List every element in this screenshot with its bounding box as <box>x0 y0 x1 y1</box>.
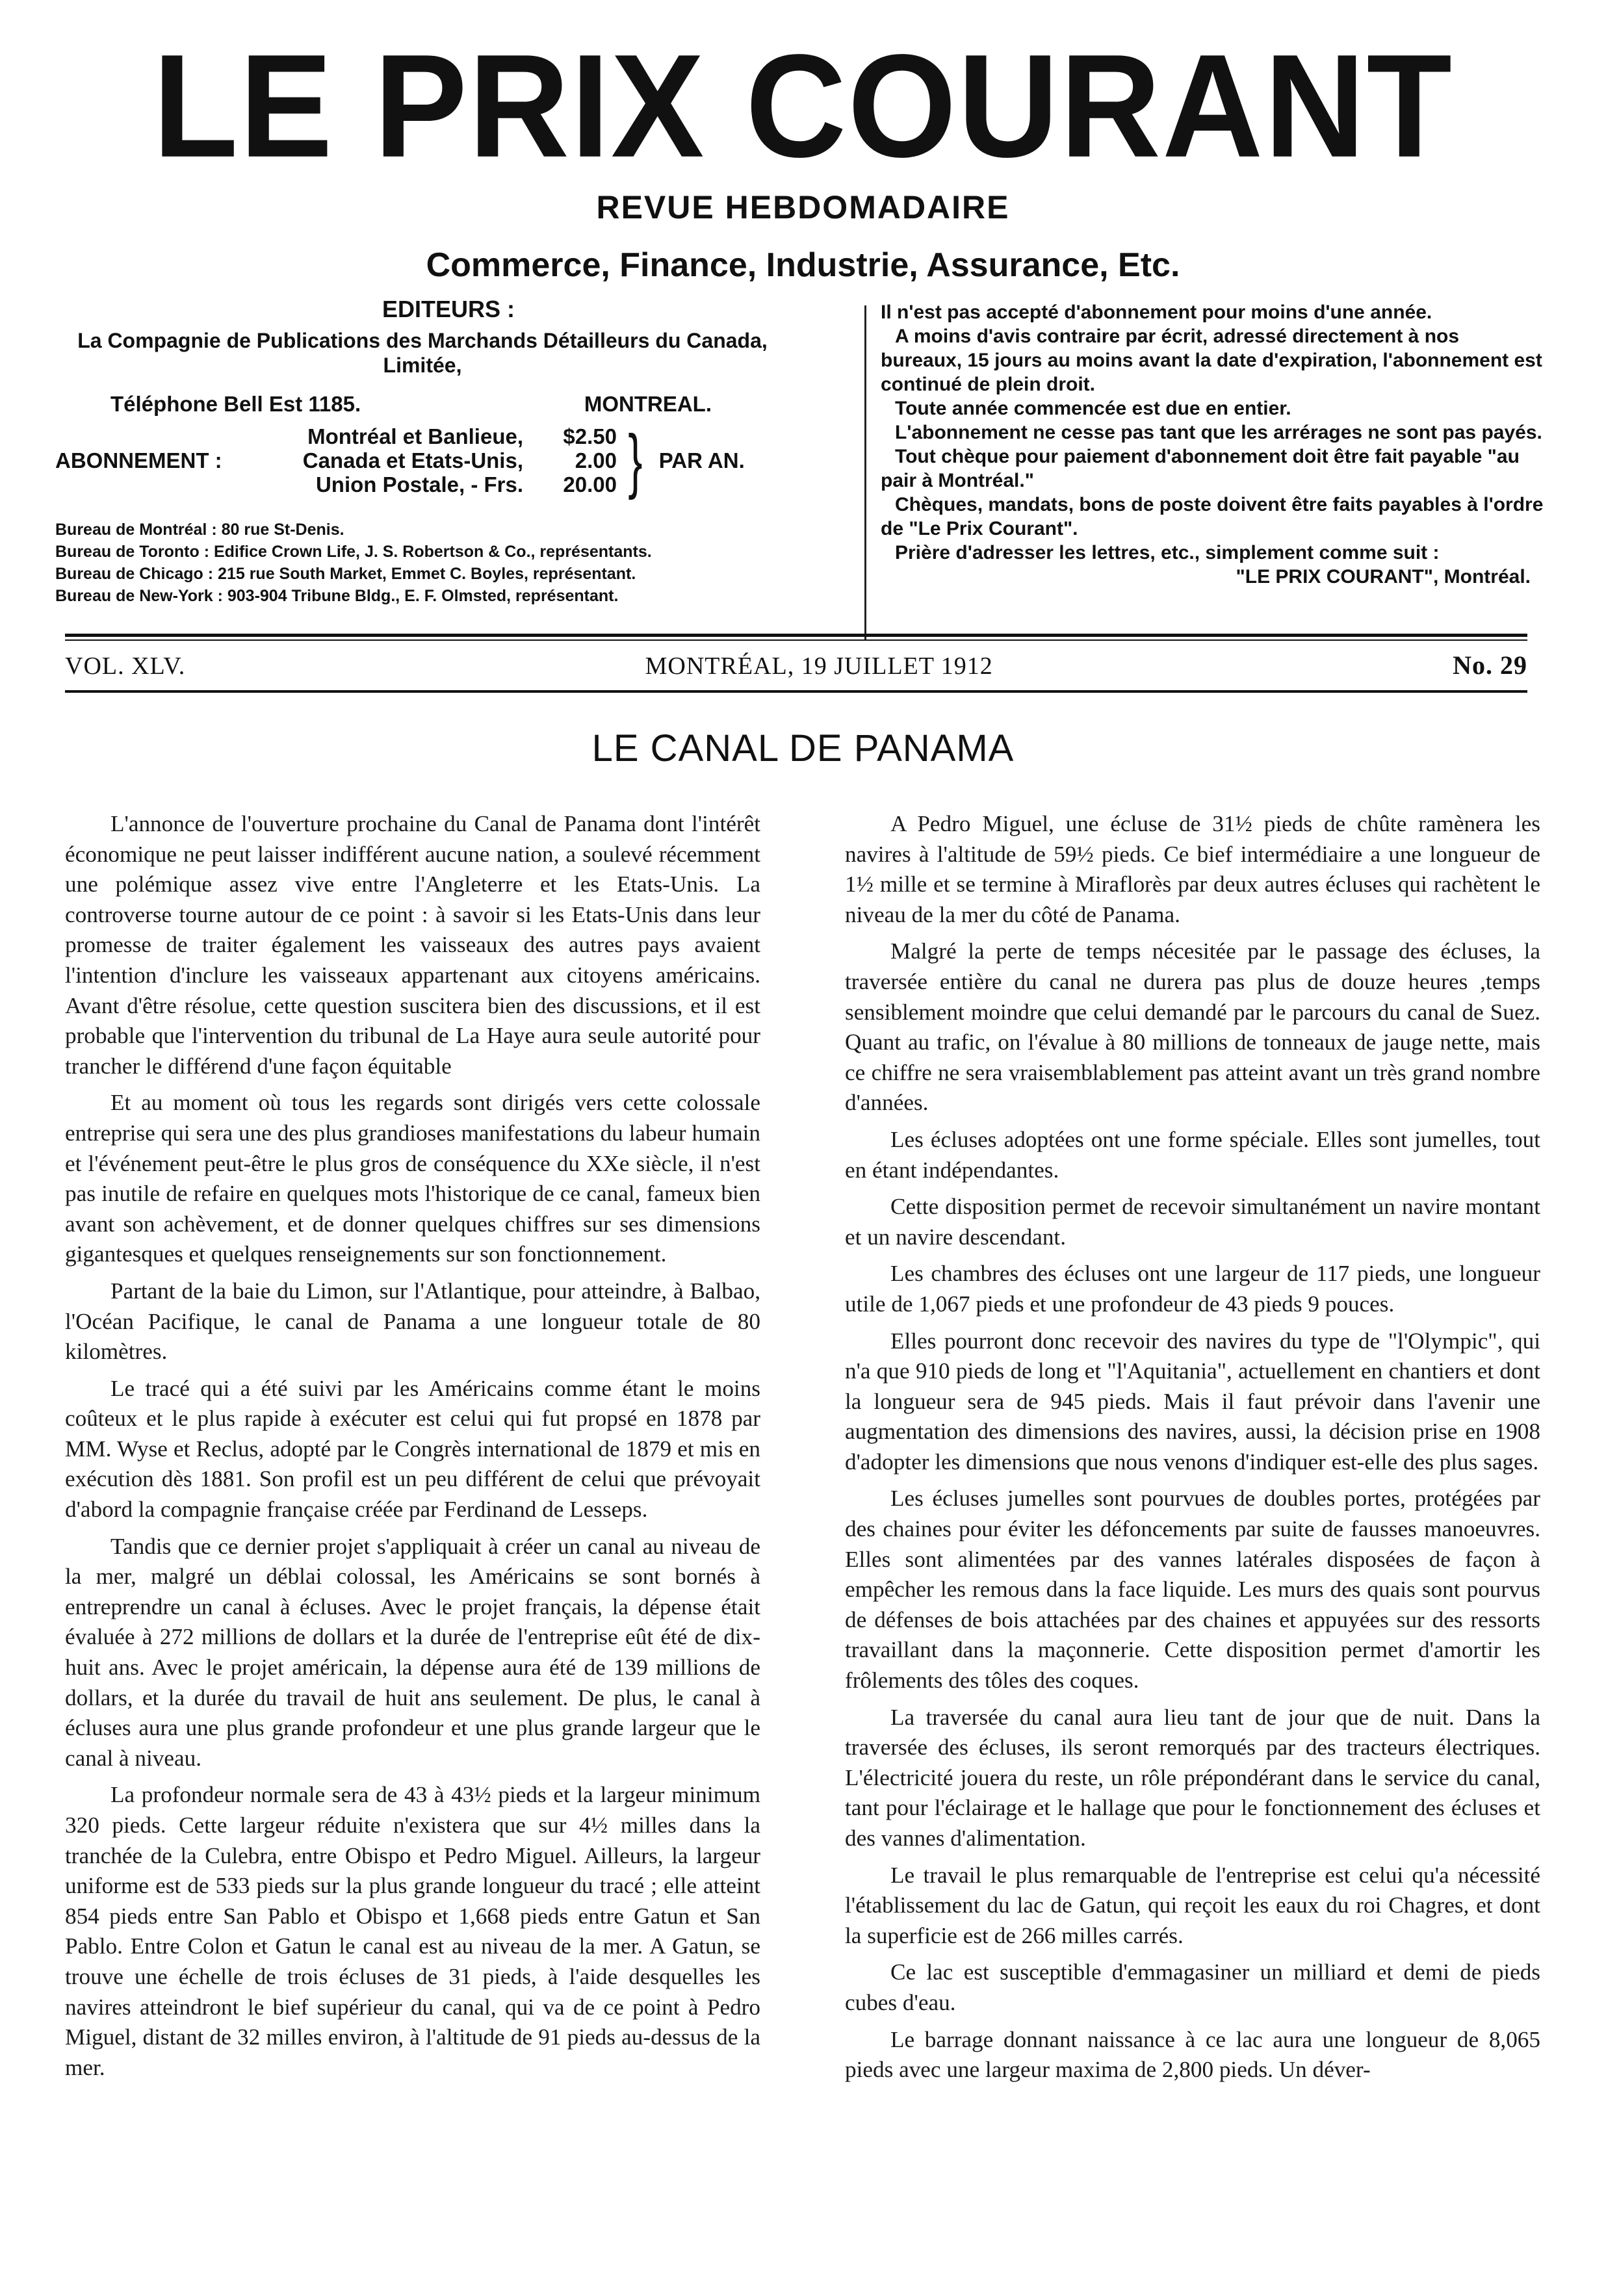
article-column-left <box>65 809 760 2089</box>
masthead-subtitle: REVUE HEBDOMADAIRE <box>596 189 1010 226</box>
subscription-rates <box>55 420 790 500</box>
article-paragraph: Tandis que ce dernier projet s'appliquait à créer un canal au niveau de la mer, malgré un déblai colossal, les Américains se sont bornés à entreprendre un canal à écluses. Avec le projet français, la dépense était évaluée à 272 millions de dollars et la durée de l'entreprise eût été de dix-huit ans. Avec le projet américain, la dépense aura été de 139 millions de dollars, et la durée du travail de huit ans seulement. De plus, le canal à écluses aura une plus grande profondeur et une plus grande largeur que le canal à niveau. <box>65 1533 760 1771</box>
rate-price: $2.50 <box>563 424 617 448</box>
rate-row <box>263 424 617 448</box>
article-paragraph: Les écluses jumelles sont pourvues de doubles portes, protégées par des chaines pour éviter les défoncements par suite de fausses manoeuvres. Elles sont alimentées par des vannes latérales disposées de façon à empêcher les remous dans la face liquide. Les murs des quais sont pourvus de défenses de bois attachées par des chaines et appuyées sur des ressorts travaillant dans la maçonnerie. Cette disposition permet d'amortir les frôlements des tôles des coques. <box>845 1486 1540 1694</box>
branch-offices <box>55 519 790 607</box>
rate-row <box>263 472 617 497</box>
article-column-right <box>845 809 1540 2092</box>
article-paragraph: La profondeur normale sera de 43 à 43½ pieds et la largeur minimum 320 pieds. Cette largeur réduite n'existera que sur 4½ milles dans la tranchée de la Culebra, entre Obispo et Pedro Miguel. Ailleurs, la largeur uniforme est de 533 pieds sur la plus grande longueur du tracé ; elle atteint 854 pieds entre San Pablo et Obispo et 1,668 pieds entre Gatun et San Pablo. Entre Colon et Gatun le canal est au niveau de la mer. A Gatun, se trouve une échelle de trois écluses de 31 pieds, à l'aide desquelles les navires atteindront le bief supérieur du canal, qui va de ce point à Pedro Miguel, distant de 32 milles environ, à l'altitude de 91 pieds au-dessus de la mer. <box>65 1782 760 2080</box>
article-paragraph: Les écluses adoptées ont une forme spéciale. Elles sont jumelles, tout en étant indépendantes. <box>845 1126 1540 1183</box>
rate-price: 2.00 <box>575 448 617 472</box>
rate-place: Union Postale, - Frs. <box>315 472 523 497</box>
issue-number: No. 29 <box>1453 651 1527 680</box>
issue-bar <box>65 650 1527 680</box>
rate-row <box>263 448 617 472</box>
article-paragraph: A Pedro Miguel, une écluse de 31½ pieds de chûte ramènera les navires à l'altitude de 59½ pieds. Ce bief intermédiaire a une longueur de 1½ mille et se termine à Miraflorès par deux autres écluses qui rachètent le niveau de la mer du côté de Panama. <box>845 811 1540 927</box>
office-line: Bureau de Montréal : 80 rue St-Denis. <box>55 521 344 539</box>
article-paragraph: Et au moment où tous les regards sont dirigés vers cette colossale entreprise qui sera une des plus grandioses manifestations du labeur humain et l'événement peut-être le plus gros de conséquence du XXe siècle, il n'est pas inutile de refaire en quelques mots l'historique de ce canal, fameux bien avant son achèvement, et de donner quelques chiffres sur ses dimensions gigantesques et quelques renseignements sur son fonctionnement. <box>65 1090 760 1267</box>
article-paragraph: La traversée du canal aura lieu tant de jour que de nuit. Dans la traversée des écluses, ils seront remorqués par des tracteurs électriques. L'électricité jouera du reste, un rôle prépondérant dans le service du canal, tant pour l'éclairage et le hallage que pour le fonctionnement des écluses et des vannes d'alimentation. <box>845 1704 1540 1851</box>
condition-line: Chèques, mandats, bons de poste doivent être faits payables à l'ordre de "Le Prix Courant". <box>881 494 1544 539</box>
dateline: MONTRÉAL, 19 JUILLET 1912 <box>645 652 993 680</box>
subscription-period: PAR AN. <box>658 448 745 472</box>
subscription-table <box>263 424 617 497</box>
masthead-title: LE PRIX COURANT <box>153 23 1453 188</box>
rate-place: Montréal et Banlieue, <box>307 424 523 448</box>
editeurs-company: La Compagnie de Publications des Marchands Détailleurs du Canada, Limitée, <box>77 329 768 377</box>
article-paragraph: Partant de la baie du Limon, sur l'Atlantique, pour atteindre, à Balbao, l'Océan Pacifique, le canal de Panama a une longueur totale de 80 kilomètres. <box>65 1278 760 1365</box>
article-paragraph: Elles pourront donc recevoir des navires du type de "l'Olympic", qui n'a que 910 pieds de long et "l'Aquitania", actuellement en chantiers et dont la longueur sera de 945 pieds. Mais il faut prévoir dans l'avenir une augmentation des dimensions des navires, aussi, la décision prise en 1908 d'adopter les dimensions que nous venons d'indiquer est-elle des plus sages. <box>845 1328 1540 1475</box>
subscription-label: ABONNEMENT : <box>55 448 222 472</box>
issue-rule <box>65 690 1527 693</box>
publisher-info <box>55 296 790 607</box>
office-line: Bureau de Toronto : Edifice Crown Life, J. S. Robertson & Co., représentants. <box>55 543 652 561</box>
condition-line: Prière d'adresser les lettres, etc., simplement comme suit : <box>895 542 1440 563</box>
header-rule-top <box>65 634 1527 637</box>
condition-line: A moins d'avis contraire par écrit, adressé directement à nos bureaux, 15 jours au moins avant la date d'expiration, l'abonnement est continué de plein droit. <box>881 326 1542 395</box>
article-title: LE CANAL DE PANAMA <box>591 727 1015 769</box>
article-paragraph: Ce lac est susceptible d'emmagasiner un milliard et demi de pieds cubes d'eau. <box>845 1959 1540 2015</box>
article-paragraph: Le tracé qui a été suivi par les Américains comme étant le moins coûteux et le plus rapide à exécuter est celui qui fut propsé en 1878 par MM. Wyse et Reclus, adopté par le Congrès international de 1879 et mis en exécution dès 1881. Son profil est un peu différent de celui que prévoyait d'abord la compagnie française créée par Ferdinand de Lesseps. <box>65 1375 760 1523</box>
volume-number: VOL. XLV. <box>65 652 186 680</box>
header-divider <box>864 305 866 640</box>
article-paragraph: Les chambres des écluses ont une largeur de 117 pieds, une longueur utile de 1,067 pieds et une profondeur de 43 pieds 9 pouces. <box>845 1261 1540 1317</box>
telephone: Téléphone Bell Est 1185. <box>110 392 361 416</box>
condition-line: Tout chèque pour paiement d'abonnement doit être fait payable "au pair à Montréal." <box>881 446 1520 491</box>
editeurs-label: EDITEURS : <box>382 296 515 322</box>
masthead-topics: Commerce, Finance, Industrie, Assurance, Etc. <box>426 246 1180 284</box>
condition-line: Toute année commencée est due en entier. <box>895 398 1291 419</box>
subscription-conditions <box>881 300 1544 589</box>
office-line: Bureau de New-York : 903-904 Tribune Bldg., E. F. Olmsted, représentant. <box>55 587 619 605</box>
condition-line: L'abonnement ne cesse pas tant que les arrérages ne sont pas payés. <box>895 422 1542 443</box>
article-paragraph: Malgré la perte de temps nécesitée par le passage des écluses, la traversée entière du canal ne durera pas plus de douze heures ,temps sensiblement moindre que celui demandé par le parcours du canal de Suez. Quant au trafic, on l'évalue à 80 millions de tonneaux de jauge nette, mais ce chiffre ne sera vraisemblablement pas atteint avant un très grand nombre d'années. <box>845 938 1540 1116</box>
brace-glyph: } <box>628 420 643 500</box>
contact-row <box>55 392 790 417</box>
rate-place: Canada et Etats-Unis, <box>302 448 523 472</box>
article-paragraph: L'annonce de l'ouverture prochaine du Canal de Panama dont l'intérêt économique ne peut laisser indifférent aucune nation, a soulevé récemment une polémique assez vive entre l'Angleterre et les Etats-Unis. La controverse tourne autour de ce point : à savoir si les Etats-Unis dans leur promesse de traiter également les vaisseaux des autres pays avaient l'intention d'inclure les vaisseaux appartenant aux citoyens américains. Avant d'être résolue, cette question suscitera bien des discussions, et il est probable que l'intervention du tribunal de La Haye aura seule autorité pour trancher le différend d'une façon équitable <box>65 811 760 1079</box>
office-line: Bureau de Chicago : 215 rue South Market, Emmet C. Boyles, représentant. <box>55 565 636 583</box>
article-paragraph: Le barrage donnant naissance à ce lac aura une longueur de 8,065 pieds avec une largeur maxima de 2,800 pieds. Un déver- <box>845 2026 1540 2083</box>
rate-price: 20.00 <box>563 472 617 497</box>
city: MONTREAL. <box>584 392 712 416</box>
mailing-address: "LE PRIX COURANT", Montréal. <box>1236 566 1531 587</box>
condition-line: Il n'est pas accepté d'abonnement pour moins d'une année. <box>881 302 1432 323</box>
article-paragraph: Cette disposition permet de recevoir simultanément un navire montant et un navire descendant. <box>845 1194 1540 1250</box>
header-rule-thin <box>65 639 1527 641</box>
article-paragraph: Le travail le plus remarquable de l'entreprise est celui qu'a nécessité l'établissement du lac de Gatun, qui reçoit les eaux du roi Chagres, et dont la superficie est de 266 milles carrés. <box>845 1862 1540 1948</box>
